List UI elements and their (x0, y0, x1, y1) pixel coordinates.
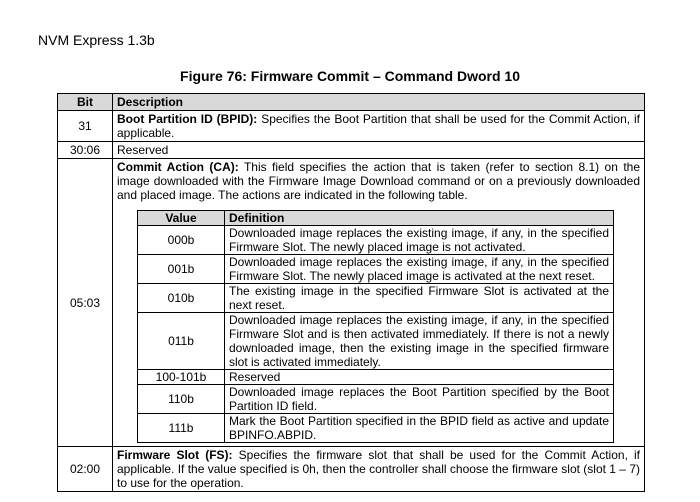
definition-cell: Mark the Boot Partition specified in the BPID field as active and update BPINFO.ABPID. (225, 414, 614, 443)
commit-action-table-wrapper (117, 202, 640, 446)
list-item (138, 284, 614, 313)
bit-cell: 30:06 (58, 142, 113, 159)
description-cell (113, 111, 645, 142)
bit-column-header: Bit (58, 94, 113, 111)
figure-title: Figure 76: Firmware Commit – Command Dword 10 (180, 68, 520, 84)
command-dword-table (57, 93, 645, 492)
commit-action-description (117, 160, 640, 202)
description-cell: Reserved (113, 142, 645, 159)
list-item (138, 370, 614, 385)
field-description: This field specifies the action that is taken (refer to section 8.1) on the image downloaded with the Firmware Image Download command or on a previously downloaded and placed image. The actions are indicated in the following table. (117, 160, 640, 202)
definition-cell: Downloaded image replaces the existing image, if any, in the specified Firmware Slot. The newly placed image is not activated. (225, 226, 614, 255)
document-header: NVM Express 1.3b (38, 32, 155, 48)
list-item (138, 313, 614, 370)
commit-action-table (137, 210, 614, 443)
list-item (138, 255, 614, 284)
value-cell: 110b (138, 385, 225, 414)
bit-cell: 02:00 (58, 447, 113, 492)
list-item (138, 414, 614, 443)
description-cell (113, 159, 645, 447)
definition-cell: The existing image in the specified Firmware Slot is activated at the next reset. (225, 284, 614, 313)
value-cell: 100-101b (138, 370, 225, 385)
value-cell: 010b (138, 284, 225, 313)
table-row (58, 111, 645, 142)
definition-column-header: Definition (225, 211, 614, 226)
list-item (138, 226, 614, 255)
sub-table-header-row (138, 211, 614, 226)
description-cell (113, 447, 645, 492)
field-name: Firmware Slot (FS): (117, 448, 233, 462)
field-name: Commit Action (CA): (117, 160, 239, 174)
value-cell: 000b (138, 226, 225, 255)
bit-cell: 05:03 (58, 159, 113, 447)
list-item (138, 385, 614, 414)
definition-cell: Reserved (225, 370, 614, 385)
field-description: Specifies the Boot Partition that shall be used for the Commit Action, if applicable. (117, 112, 640, 140)
value-cell: 001b (138, 255, 225, 284)
bit-cell: 31 (58, 111, 113, 142)
description-column-header: Description (113, 94, 645, 111)
table-header-row (58, 94, 645, 111)
definition-cell: Downloaded image replaces the existing image, if any, in the specified Firmware Slot and is then activated immediately. If there is not a newly downloaded image, then the existing image in the specified firmware slot is activated immediately. (225, 313, 614, 370)
field-name: Boot Partition ID (BPID): (117, 112, 258, 126)
table-row (58, 447, 645, 492)
field-description: Specifies the firmware slot that shall be used for the Commit Action, if applicable. If the value specified is 0h, then the controller shall choose the firmware slot (slot 1 – 7) to use for the operation. (117, 448, 640, 490)
value-cell: 111b (138, 414, 225, 443)
table-row (58, 142, 645, 159)
definition-cell: Downloaded image replaces the existing image, if any, in the specified Firmware Slot. The newly placed image is activated at the next reset. (225, 255, 614, 284)
value-cell: 011b (138, 313, 225, 370)
definition-cell: Downloaded image replaces the Boot Partition specified by the Boot Partition ID field. (225, 385, 614, 414)
value-column-header: Value (138, 211, 225, 226)
table-row (58, 159, 645, 447)
